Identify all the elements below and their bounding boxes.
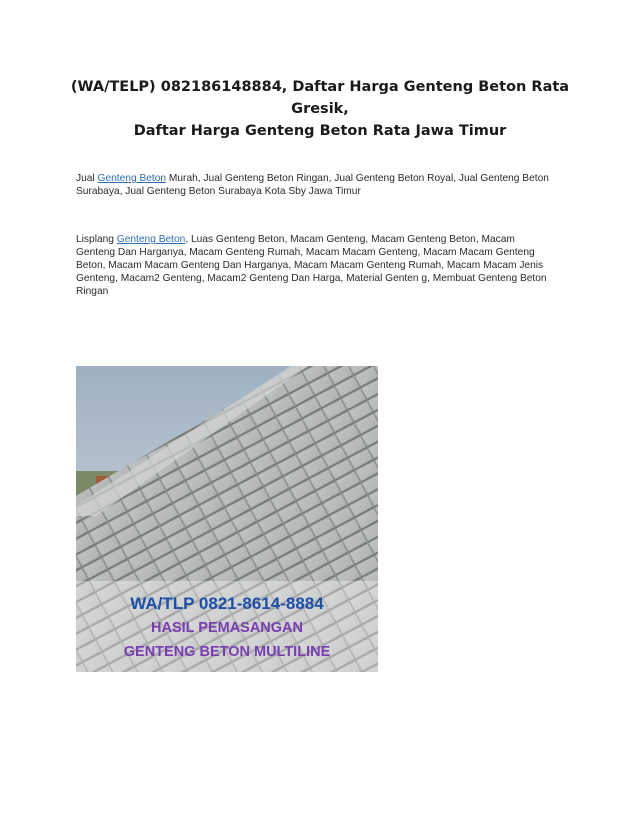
title-line-1: (WA/TELP) 082186148884, Daftar Harga Genteng Beton Rata Gresik, [70,79,570,117]
paragraph-1-text: Murah, Jual Genteng Beton Ringan, Jual Genteng Beton Royal, Jual Genteng Beton Surabaya, Jual Genteng Beton Surabaya Kota Sby Jawa Timur [76,173,549,197]
paragraph-1-prefix: Jual [76,173,98,184]
overlay-caption-1: HASIL PEMASANGAN [151,620,303,636]
genteng-beton-link-2[interactable]: Genteng Beton [116,234,186,245]
roof-photo [76,366,378,672]
genteng-beton-link-1[interactable]: Genteng Beton [97,173,167,184]
paragraph-2-prefix: Lisplang [76,234,117,245]
title-line-2: Daftar Harga Genteng Beton Rata Jawa Timur [133,123,507,139]
paragraph-2-text: , Luas Genteng Beton, Macam Genteng, Macam Genteng Beton, Macam Genteng Dan Harganya, Macam Genteng Rumah, Macam Macam Genteng, Macam Macam Genteng Beton, Macam Macam Genteng Dan Harganya, Macam Macam Genteng Rumah, Macam Macam Jenis Genteng, Macam2 Genteng, Macam2 Genteng Dan Harga, Material Genten g, Membuat Genteng Beton Ringan [76,234,547,297]
overlay-caption-2: GENTENG BETON MULTILINE [123,644,331,660]
overlay-phone-text: WA/TLP 0821-8614-8884 [130,594,324,613]
document-title [60,76,580,142]
paragraph-1 [76,172,556,198]
paragraph-2 [76,233,556,298]
